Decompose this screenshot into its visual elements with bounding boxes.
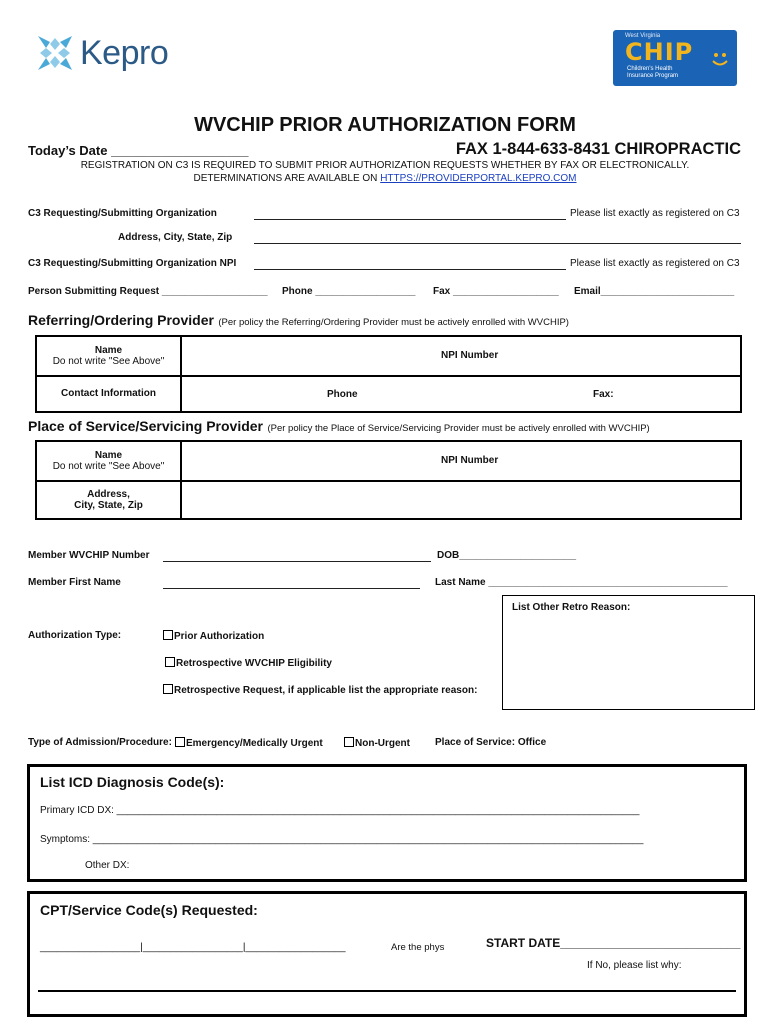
servicing-policy: (Per policy the Place of Service/Servicing Provider must be actively enrolled with WVCHIP) [267,423,650,434]
emergency-checkbox[interactable] [175,737,185,747]
non-urgent-label: Non-Urgent [355,738,410,749]
start-date-field[interactable]: START DATE___________________________ [486,936,741,950]
referring-title: Referring/Ordering Provider [28,312,214,328]
referring-policy: (Per policy the Referring/Ordering Provider must be actively enrolled with WVCHIP) [218,317,569,328]
cpt-heading: CPT/Service Code(s) Requested: [40,902,258,918]
fax-number: FAX 1-844-633-8431 CHIROPRACTIC [455,140,741,158]
emergency-label: Emergency/Medically Urgent [186,738,323,749]
place-of-service: Place of Service: Office [435,737,547,748]
servicing-npi-label[interactable]: NPI Number [441,455,499,466]
member-first-name-label: Member First Name [28,577,121,588]
servicing-address-cell[interactable] [37,482,182,518]
phone-field[interactable]: Phone __________________ [282,286,416,297]
option-non-urgent[interactable] [344,737,410,749]
todays-date-field[interactable]: Today’s Date ___________________ [28,143,249,158]
if-no-label: If No, please list why: [587,960,682,971]
servicing-address-label-1: Address, [87,489,130,500]
servicing-row-1 [37,442,740,482]
wvchip-word: CHIP [625,38,694,66]
person-submitting-field[interactable]: Person Submitting Request ___________________ [28,286,268,297]
kepro-logo-icon [34,32,76,74]
smile-icon [709,48,731,70]
retro-request-checkbox[interactable] [163,684,173,694]
retro-reason-box[interactable] [502,595,755,710]
referring-phone-label[interactable]: Phone [327,389,358,400]
referring-heading [28,312,569,330]
npi-note: Please list exactly as registered on C3 [570,258,740,269]
determinations-text: DETERMINATIONS ARE AVAILABLE ON [193,173,381,184]
npi-input-line[interactable] [254,269,566,270]
admission-type-label: Type of Admission/Procedure: [28,737,172,748]
other-dx-label[interactable]: Other DX: [85,860,130,871]
form-title: WVCHIP PRIOR AUTHORIZATION FORM [194,114,576,136]
retro-reason-label: List Other Retro Reason: [512,602,631,613]
primary-icd-field[interactable]: Primary ICD DX: ______________________________________________________________________________________________ [40,805,640,816]
servicing-provider-table [35,440,742,520]
referring-row-1 [37,337,740,377]
retro-request-label: Retrospective Request, if applicable list the appropriate reason: [174,685,478,696]
cpt-service-box [27,891,747,1017]
dob-field[interactable]: DOB_____________________ [437,550,577,561]
wvchip-line1: Children's Health [627,66,673,72]
registration-notice: REGISTRATION ON C3 IS REQUIRED TO SUBMIT PRIOR AUTHORIZATION REQUESTS WHETHER BY FAX OR ELECTRONICALLY. [80,160,690,171]
last-name-field[interactable]: Last Name ___________________________________________ [435,577,728,588]
prior-authorization-label: Prior Authorization [174,631,265,642]
email-field[interactable]: Email________________________ [574,286,735,297]
member-number-label: Member WVCHIP Number [28,550,150,561]
referring-provider-table [35,335,742,413]
non-urgent-checkbox[interactable] [344,737,354,747]
org-note: Please list exactly as registered on C3 [570,208,740,219]
referring-contact-cell: Contact Information [37,377,182,411]
servicing-row-2 [37,482,740,518]
npi-label: C3 Requesting/Submitting Organization NPI [28,258,237,269]
org-input-line[interactable] [254,219,566,220]
are-the-phys-text: Are the phys [391,942,445,953]
address-label: Address, City, State, Zip [118,232,233,243]
referring-name-label: Name [94,345,123,356]
cpt-codes-line[interactable]: __________________|__________________|__________________ [40,942,346,953]
kepro-logo-text: Kepro [80,34,169,72]
referring-name-note: Do not write "See Above" [52,356,165,367]
referring-fax-label[interactable]: Fax: [593,389,614,400]
prior-authorization-checkbox[interactable] [163,630,173,640]
option-emergency[interactable] [175,737,323,749]
option-prior-authorization[interactable] [163,630,264,642]
symptoms-field[interactable]: Symptoms: ___________________________________________________________________________________________________ [40,834,644,845]
member-number-input-line[interactable] [163,561,431,562]
authorization-type-label: Authorization Type: [28,630,122,641]
option-retro-request[interactable] [163,684,477,696]
cpt-bottom-rule [38,990,736,992]
referring-npi-label[interactable]: NPI Number [441,350,499,361]
servicing-address-label-2: City, State, Zip [74,500,143,511]
referring-name-cell[interactable] [37,337,182,375]
first-name-input-line[interactable] [163,588,420,589]
retro-eligibility-label: Retrospective WVCHIP Eligibility [176,658,332,669]
wvchip-state: West Virginia [625,33,661,39]
retro-eligibility-checkbox[interactable] [165,657,175,667]
servicing-heading [28,418,650,436]
servicing-name-cell[interactable] [37,442,182,480]
org-label: C3 Requesting/Submitting Organization [28,208,217,219]
referring-row-2 [37,377,740,411]
fax-field[interactable]: Fax ___________________ [433,286,559,297]
wvchip-line2: Insurance Program [627,73,679,79]
address-input-line[interactable] [254,243,741,244]
servicing-name-note: Do not write "See Above" [52,461,165,472]
icd-heading: List ICD Diagnosis Code(s): [40,774,225,790]
provider-portal-link[interactable]: HTTPS://PROVIDERPORTAL.KEPRO.COM [380,173,577,184]
determinations-notice [0,173,770,184]
icd-diagnosis-box [27,764,747,882]
option-retro-eligibility[interactable] [165,657,332,669]
servicing-title: Place of Service/Servicing Provider [28,418,264,434]
servicing-name-label: Name [94,450,123,461]
wvchip-logo [613,30,737,86]
